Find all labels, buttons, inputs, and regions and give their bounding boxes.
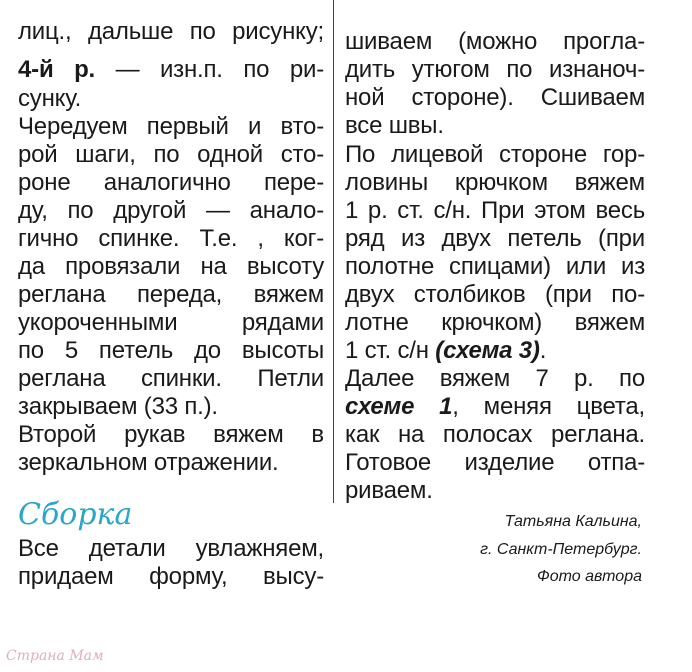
row-label: 4-й р.: [18, 56, 95, 83]
text-line: придаем форму, высу-: [18, 563, 324, 590]
column-divider: [333, 0, 334, 503]
author-credit: Татьяна Кальина,: [504, 513, 642, 530]
text-line: Готовое изделие отпа-: [345, 449, 645, 476]
text-line: роне аналогично пере-: [18, 169, 324, 196]
text-line: Второй рукав вяжем в: [18, 421, 324, 448]
text-line: лиц., дальше по рисунку;: [18, 18, 324, 45]
text-line: Все детали увлажняем,: [18, 535, 324, 562]
text-line: ду, по другой — анало-: [18, 197, 324, 224]
text-line: полотне спицами) или из: [345, 253, 645, 280]
text-line: укороченными рядами: [18, 309, 324, 336]
text-line: сунку.: [18, 85, 82, 112]
watermark: Страна Мам: [6, 648, 104, 664]
text-line: Чередуем первый и вто-: [18, 113, 324, 140]
text-line: закрываем (33 п.).: [18, 393, 218, 420]
text-line: [18, 56, 324, 84]
text-line: риваем.: [345, 477, 433, 504]
text-line: все швы.: [345, 112, 444, 139]
text-line: лотне крючком) вяжем: [345, 309, 645, 336]
text-span: 1 ст. с/н: [345, 337, 436, 364]
scheme-reference: схеме 1: [345, 393, 453, 420]
text-line: ряд из двух петель (при: [345, 225, 645, 252]
text-line: По лицевой стороне гор-: [345, 141, 645, 168]
text-line: ной стороне). Сшиваем: [345, 84, 645, 111]
text-line: реглана спинки. Петли: [18, 365, 324, 392]
text-line: как на полосах реглана.: [345, 421, 645, 448]
text-line: по 5 петель до высоты: [18, 337, 324, 364]
text-span: .: [539, 337, 547, 364]
scheme-reference: (схема 3): [435, 337, 540, 364]
text-line: двух столбиков (при по-: [345, 281, 645, 308]
photo-credit: Фото автора: [536, 568, 642, 585]
text-line: [345, 337, 546, 365]
text-line: гично спинке. Т.е. , ког-: [18, 225, 324, 252]
text-line: зеркальном отражении.: [18, 449, 279, 476]
section-heading: Сборка: [18, 497, 133, 532]
text-line: Далее вяжем 7 р. по: [345, 365, 645, 392]
city-credit: г. Санкт-Петербург.: [480, 541, 642, 558]
text-line: ловины крючком вяжем: [345, 169, 645, 196]
text-line: шиваем (можно прогла-: [345, 28, 645, 55]
text-line: да провязали на высоту: [18, 253, 324, 280]
text-line: реглана переда, вяжем: [18, 281, 324, 308]
text-line: 1 р. ст. с/н. При этом весь: [345, 197, 645, 224]
text-line: рой шаги, по одной сто-: [18, 141, 324, 168]
text-span: , меняя цвета,: [452, 393, 645, 420]
text-span: — изн.п. по ри-: [95, 56, 324, 83]
text-line: дить утюгом по изнаноч-: [345, 56, 645, 83]
text-line: [345, 393, 645, 421]
